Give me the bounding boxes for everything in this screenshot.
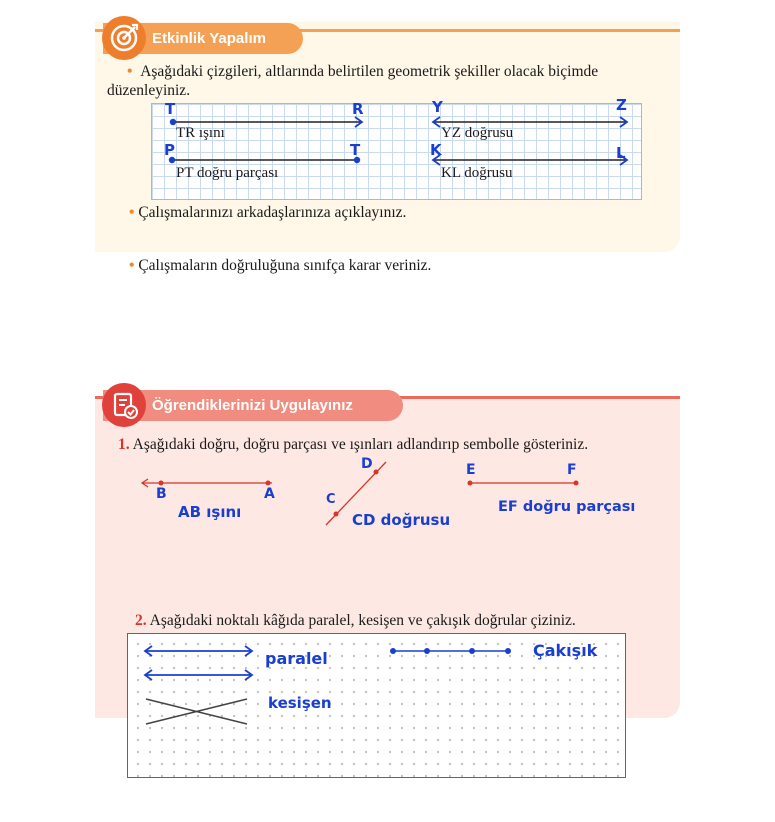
question-2-number: 2.	[135, 612, 147, 629]
letter-z: Z	[616, 96, 627, 114]
question-1-text: Aşağıdaki doğru, doğru parçası ve ışınları adlandırıp sembolle gösteriniz.	[132, 436, 589, 453]
bullet-decide-text: Çalışmaların doğruluğuna sınıfça karar veriniz.	[138, 257, 432, 274]
label-coincident: Çakışık	[533, 641, 598, 660]
label-yz-line: YZ doğrusu	[441, 125, 514, 141]
letter-e: E	[466, 462, 476, 478]
letter-c: C	[326, 492, 336, 507]
letter-t1: T	[165, 100, 176, 118]
coincident-line	[390, 648, 511, 654]
answer-ef-segment: EF doğru parçası	[498, 499, 636, 515]
letter-l: L	[616, 144, 626, 162]
letter-y: Y	[432, 98, 443, 116]
bullet-icon: •	[129, 204, 135, 221]
answer-cd-line: CD doğrusu	[352, 511, 451, 529]
instruction-line1: Aşağıdaki çizgileri, altlarında belirtilen geometrik şekiller olacak biçimde	[140, 63, 599, 80]
label-tr-ray: TR ışını	[176, 125, 225, 141]
letter-f: F	[567, 462, 577, 478]
answer-ab-ray: AB ışını	[178, 503, 242, 521]
bullet-explain-text: Çalışmalarınızı arkadaşlarınıza açıklayınız.	[138, 204, 407, 221]
letter-b: B	[156, 486, 167, 502]
practice-title: Öğrendiklerinizi Uygulayınız	[152, 397, 353, 414]
bullet-icon: •	[127, 63, 133, 80]
parallel-lines	[145, 646, 252, 680]
letter-a: A	[264, 486, 275, 502]
question-2-text: Aşağıdaki noktalı kâğıda paralel, kesişen ve çakışık doğrular çiziniz.	[149, 612, 576, 629]
label-intersecting: kesişen	[268, 694, 332, 712]
question-1-number: 1.	[118, 436, 130, 453]
bullet-icon: •	[129, 257, 135, 274]
letter-d: D	[361, 456, 373, 472]
letter-t2: T	[350, 141, 361, 159]
activity-title: Etkinlik Yapalım	[152, 30, 266, 47]
label-parallel: paralel	[265, 649, 328, 668]
letter-k: K	[430, 141, 442, 159]
label-pt-segment: PT doğru parçası	[176, 165, 279, 181]
instruction-line2: düzenleyiniz.	[107, 82, 191, 99]
letter-r: R	[352, 100, 364, 118]
label-kl-line: KL doğrusu	[441, 165, 513, 181]
letter-p: P	[164, 141, 175, 159]
intersecting-lines	[146, 699, 247, 724]
